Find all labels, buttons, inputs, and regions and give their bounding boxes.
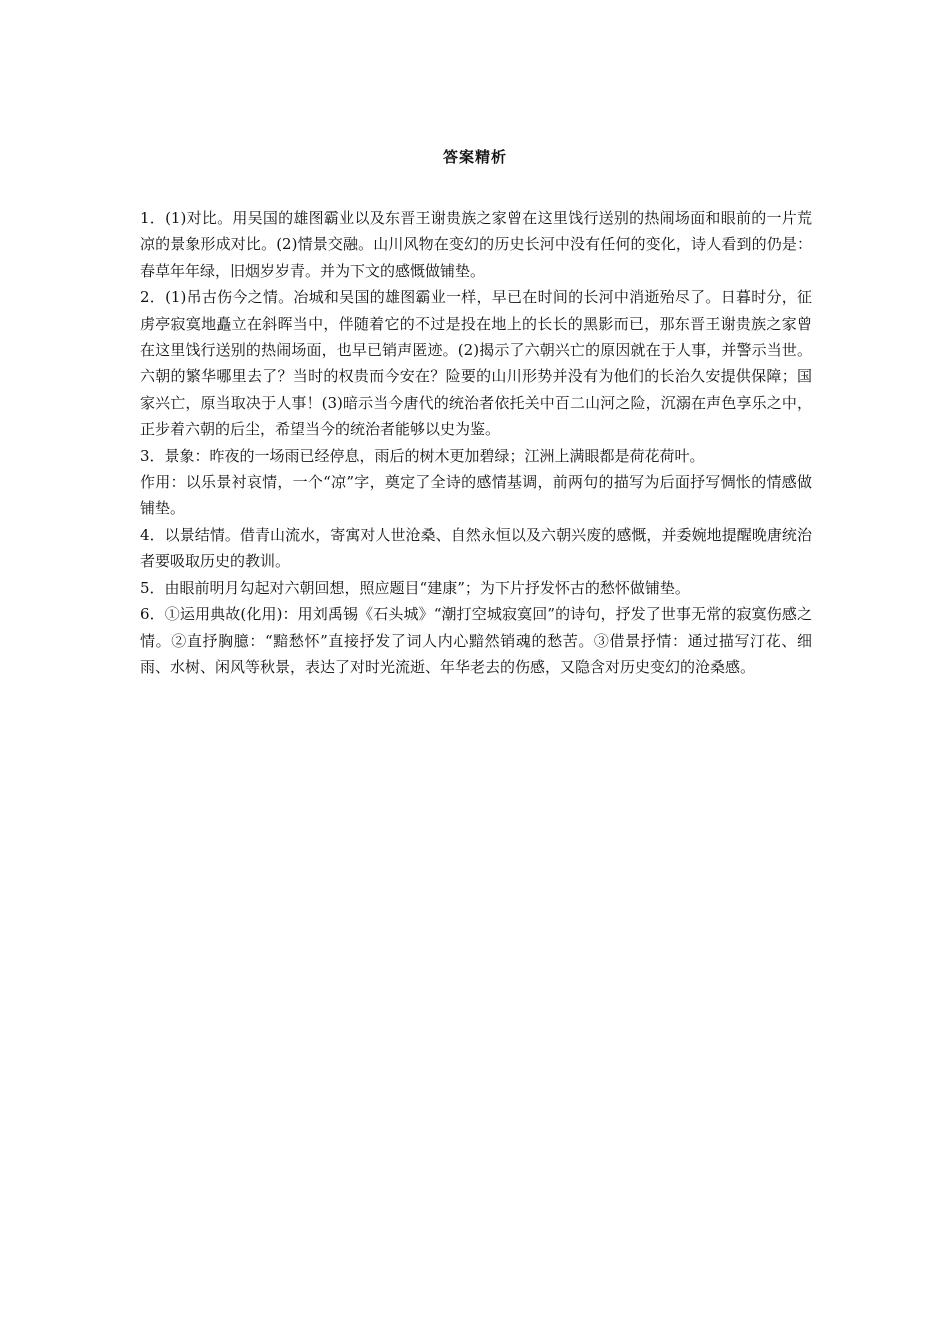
page-title: 答案精析 (442, 148, 507, 166)
answer-paragraph-3: 3．景象：昨夜的一场雨已经停息，雨后的树木更加碧绿；江洲上满眼都是荷花荷叶。 (140, 446, 705, 465)
answer-paragraph-3-effect: 作用：以乐景衬哀情，一个“凉”字，奠定了全诗的感情基调，前两句的描写为后面抒写惆怅的情感做铺垫。 (140, 473, 812, 518)
answer-paragraph-5: 5．由眼前明月勾起对六朝回想，照应题目“建康”；为下片抒发怀古的愁怀做铺垫。 (140, 578, 690, 597)
answer-paragraph-1: 1．(1)对比。用吴国的雄图霸业以及东晋王谢贵族之家曾在这里饯行送别的热闹场面和眼前的一片荒凉的景象形成对比。(2)情景交融。山川风物在变幻的历史长河中没有任何的变化，诗人看到的仍是：春草年年绿，旧烟岁岁青。并为下文的感慨做铺垫。 (140, 209, 812, 280)
answer-paragraph-2: 2．(1)吊古伤今之情。冶城和吴国的雄图霸业一样，早已在时间的长河中消逝殆尽了。日暮时分，征虏亭寂寞地矗立在斜晖当中，伴随着它的不过是投在地上的长长的黑影而已，那东晋王谢贵族之家曾在这里饯行送别的热闹场面，也早已销声匿迹。(2)揭示了六朝兴亡的原因就在于人事，并警示当世。六朝的繁华哪里去了？当时的权贵而今安在？险要的山川形势并没有为他们的长治久安提供保障；国家兴亡，原当取决于人事！(3)暗示当今唐代的统治者依托关中百二山河之险，沉溺在声色享乐之中，正步着六朝的后尘，希望当今的统治者能够以史为鉴。 (140, 288, 812, 439)
answer-body (140, 205, 812, 680)
answer-paragraph-4: 4．以景结情。借青山流水，寄寓对人世沧桑、自然永恒以及六朝兴废的感慨，并委婉地提醒晚唐统治者要吸取历史的教训。 (140, 525, 812, 571)
answer-paragraph-6: 6．①运用典故(化用)：用刘禹锡《石头城》“潮打空城寂寞回”的诗句，抒发了世事无常的寂寞伤感之情。②直抒胸臆：“黯愁怀”直接抒发了词人内心黯然销魂的愁苦。③借景抒情：通过描写汀花、细雨、水树、闲风等秋景，表达了对时光流逝、年华老去的伤感，又隐含对历史变幻的沧桑感。 (140, 605, 812, 676)
